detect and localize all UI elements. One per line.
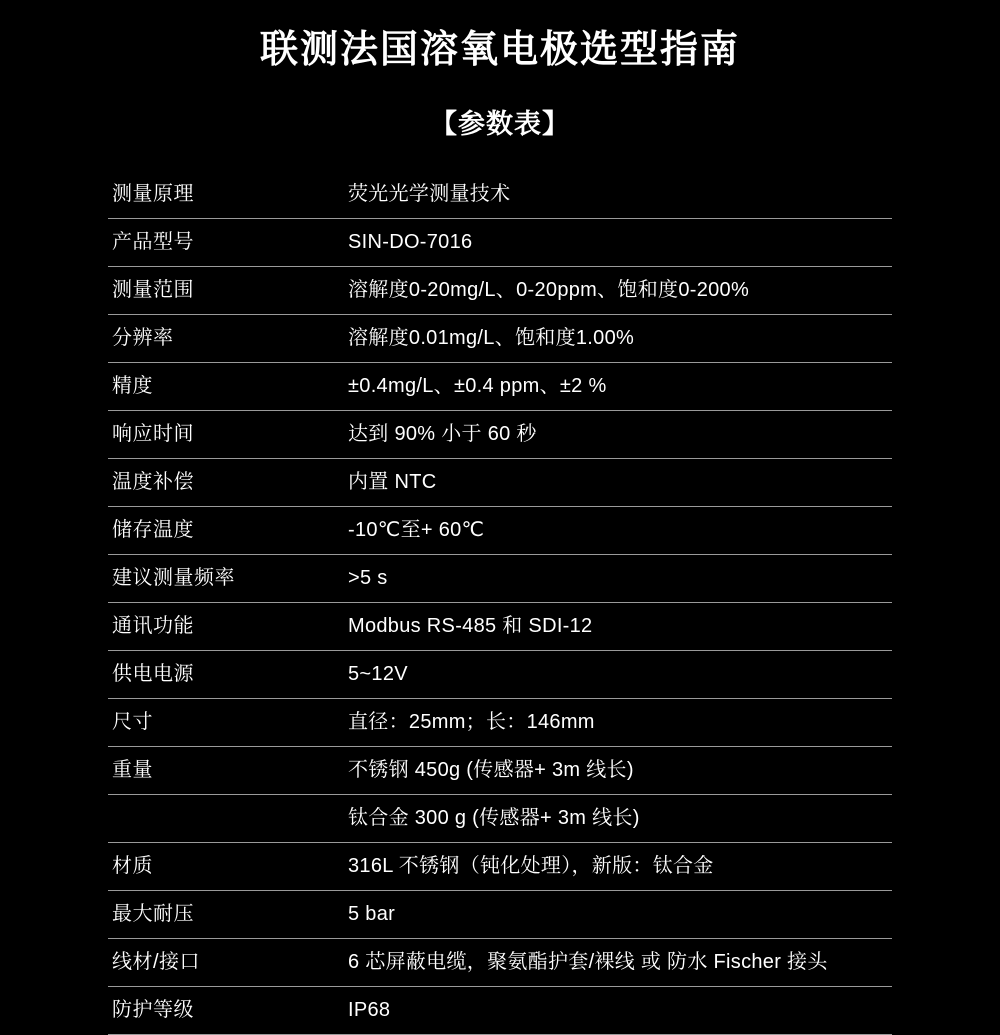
specification-table xyxy=(108,171,892,1035)
spec-label: 材质 xyxy=(108,843,334,891)
spec-label: 分辨率 xyxy=(108,315,334,363)
table-row xyxy=(108,507,892,555)
spec-value: IP68 xyxy=(334,987,892,1035)
spec-value: 内置 NTC xyxy=(334,459,892,507)
spec-value: SIN-DO-7016 xyxy=(334,219,892,267)
spec-value: 316L 不锈钢（钝化处理），新版：钛合金 xyxy=(334,843,892,891)
spec-value: 6 芯屏蔽电缆，聚氨酯护套/裸线 或 防水 Fischer 接头 xyxy=(334,939,892,987)
spec-label: 尺寸 xyxy=(108,699,334,747)
table-row xyxy=(108,315,892,363)
spec-value: Modbus RS-485 和 SDI-12 xyxy=(334,603,892,651)
table-row xyxy=(108,987,892,1035)
spec-label: 温度补偿 xyxy=(108,459,334,507)
table-row xyxy=(108,939,892,987)
spec-label: 测量范围 xyxy=(108,267,334,315)
spec-label: 防护等级 xyxy=(108,987,334,1035)
spec-label: 线材/接口 xyxy=(108,939,334,987)
table-row xyxy=(108,459,892,507)
table-row xyxy=(108,555,892,603)
table-row xyxy=(108,651,892,699)
table-row xyxy=(108,843,892,891)
table-row xyxy=(108,699,892,747)
spec-label: 产品型号 xyxy=(108,219,334,267)
spec-value: 钛合金 300 g (传感器+ 3m 线长) xyxy=(334,795,892,843)
table-row xyxy=(108,267,892,315)
spec-value: ±0.4mg/L、±0.4 ppm、±2 % xyxy=(334,363,892,411)
spec-label: 测量原理 xyxy=(108,171,334,219)
spec-label xyxy=(108,795,334,843)
table-row xyxy=(108,363,892,411)
spec-label: 重量 xyxy=(108,747,334,795)
spec-value: 荧光光学测量技术 xyxy=(334,171,892,219)
spec-label: 供电电源 xyxy=(108,651,334,699)
table-row xyxy=(108,603,892,651)
spec-label: 通讯功能 xyxy=(108,603,334,651)
table-row xyxy=(108,411,892,459)
table-row xyxy=(108,891,892,939)
spec-label: 响应时间 xyxy=(108,411,334,459)
spec-value: 5~12V xyxy=(334,651,892,699)
table-row xyxy=(108,219,892,267)
spec-value: 5 bar xyxy=(334,891,892,939)
section-heading: 【参数表】 xyxy=(430,108,570,139)
specification-table-body xyxy=(108,171,892,1035)
spec-value: 直径：25mm；长：146mm xyxy=(334,699,892,747)
spec-value: -10℃至+ 60℃ xyxy=(334,507,892,555)
table-row xyxy=(108,747,892,795)
spec-value: 不锈钢 450g (传感器+ 3m 线长) xyxy=(334,747,892,795)
table-row xyxy=(108,171,892,219)
spec-value: 达到 90% 小于 60 秒 xyxy=(334,411,892,459)
page-title: 联测法国溶氧电极选型指南 xyxy=(259,29,740,71)
spec-value: 溶解度0-20mg/L、0-20ppm、饱和度0-200% xyxy=(334,267,892,315)
spec-label: 储存温度 xyxy=(108,507,334,555)
spec-value: 溶解度0.01mg/L、饱和度1.00% xyxy=(334,315,892,363)
spec-value: >5 s xyxy=(334,555,892,603)
spec-label: 精度 xyxy=(108,363,334,411)
table-row xyxy=(108,795,892,843)
spec-label: 最大耐压 xyxy=(108,891,334,939)
spec-label: 建议测量频率 xyxy=(108,555,334,603)
